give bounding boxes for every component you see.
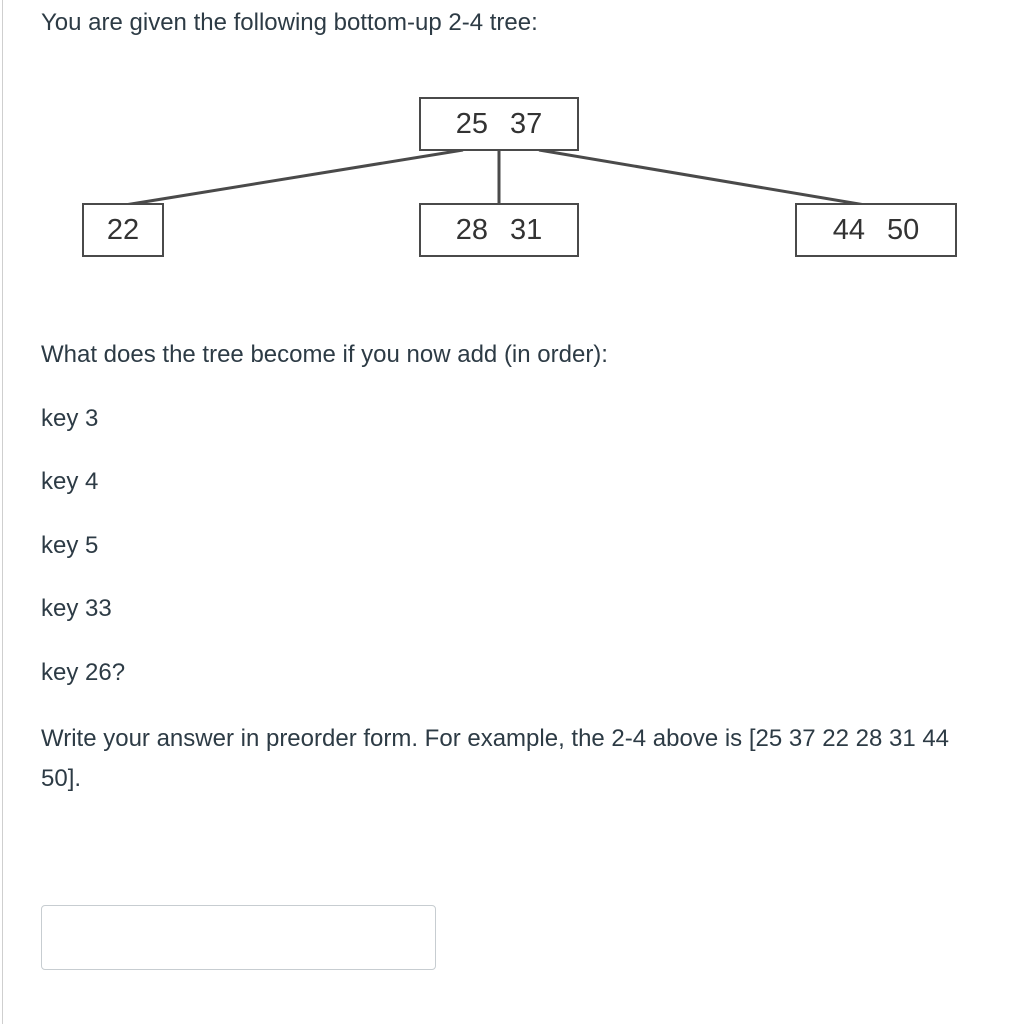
- left-key-1: 22: [106, 213, 140, 246]
- intro-text: You are given the following bottom-up 2-4 tree:: [41, 9, 538, 36]
- key-item: key 26?: [41, 659, 126, 686]
- tree-diagram: [3, 90, 1010, 270]
- middle-key-2: 31: [510, 213, 543, 246]
- key-item: key 5: [41, 532, 99, 559]
- key-item: key 4: [41, 468, 99, 495]
- tree-node-middle: [419, 203, 579, 257]
- root-key-2: 37: [510, 107, 543, 140]
- tree-node-root: [419, 97, 579, 151]
- answer-input[interactable]: [41, 905, 436, 970]
- key-item: key 3: [41, 405, 99, 432]
- root-key-1: 25: [455, 107, 488, 140]
- middle-key-1: 28: [455, 213, 488, 246]
- right-key-1: 44: [832, 213, 865, 246]
- tree-node-left: [82, 203, 164, 257]
- edge-root-to-right: [539, 150, 865, 205]
- edge-root-to-left: [125, 150, 463, 205]
- instructions-text: Write your answer in preorder form. For example, the 2-4 above is [25 37 22 28 31 44 50].: [41, 725, 950, 792]
- tree-node-right: [795, 203, 957, 257]
- question-panel: [2, 0, 1010, 1024]
- right-key-2: 50: [887, 213, 920, 246]
- question-text: What does the tree become if you now add (in order):: [41, 341, 608, 368]
- key-item: key 33: [41, 595, 112, 622]
